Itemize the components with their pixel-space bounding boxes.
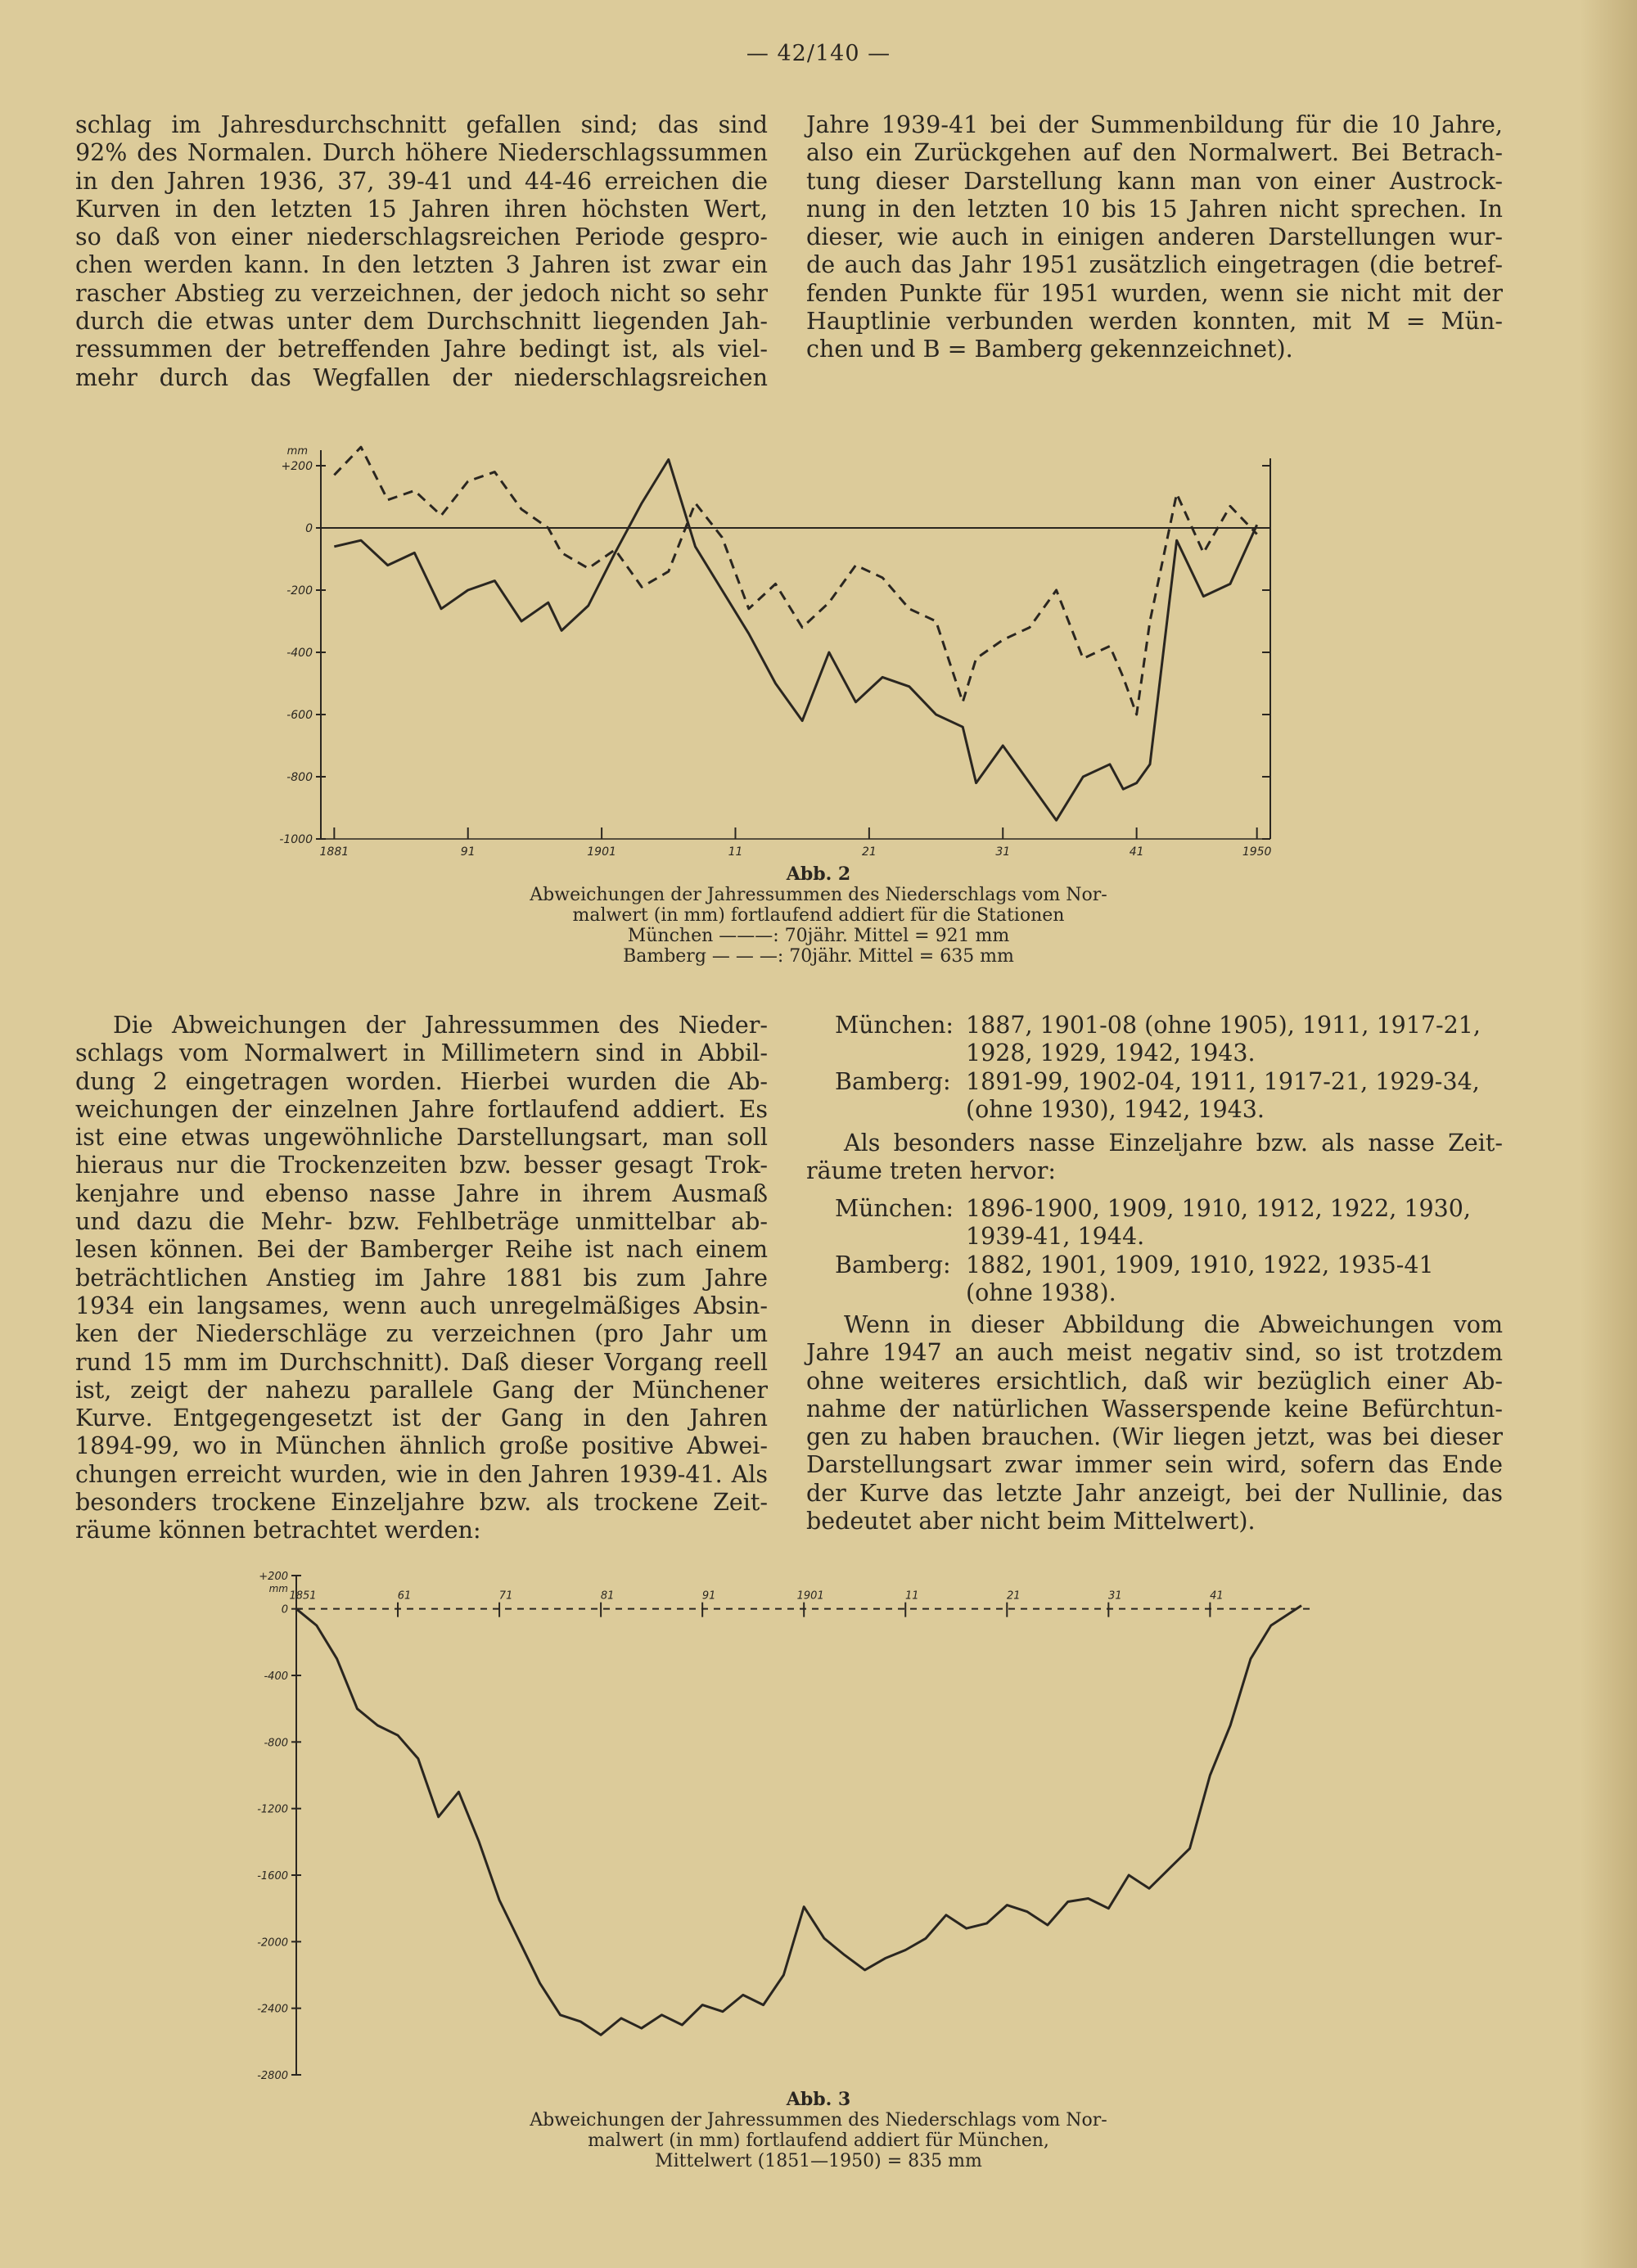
text-line: also ein Zurückgehen auf den Normalwert. Bei Betrach- bbox=[806, 139, 1503, 167]
y-tick-label: -800 bbox=[264, 1737, 288, 1750]
y-tick-label: 0 bbox=[281, 1603, 288, 1616]
y-tick-label: -1600 bbox=[257, 1870, 288, 1882]
text-line: Die Abweichungen der Jahressummen des Nieder- bbox=[113, 1012, 768, 1039]
text-line: nung in den letzten 10 bis 15 Jahren nicht sprechen. In bbox=[806, 195, 1503, 223]
figure-2-caption-line: malwert (in mm) fortlaufend addiert für die Stationen bbox=[572, 905, 1065, 926]
figure-2-caption-line: München ———: 70jähr. Mittel = 921 mm bbox=[627, 926, 1010, 946]
y-tick-label: -600 bbox=[286, 709, 313, 722]
text-line: besonders trockene Einzeljahre bzw. als trockene Zeit- bbox=[75, 1489, 768, 1517]
text-line: Jahre 1939-41 bei der Summenbildung für die 10 Jahre, bbox=[806, 111, 1503, 138]
text-line: Als besonders nasse Einzeljahre bzw. als nasse Zeit- bbox=[844, 1129, 1503, 1157]
y-tick-label: -2400 bbox=[257, 2003, 288, 2016]
column-right-top bbox=[806, 111, 1503, 364]
dry-bamberg-entry bbox=[835, 1068, 1503, 1125]
y-tick-label: -2000 bbox=[257, 1937, 288, 1950]
text-line: lesen können. Bei der Bamberger Reihe ist nach einem bbox=[75, 1236, 768, 1264]
column-right-middle bbox=[835, 1012, 1503, 1124]
figure-2-caption-line: Abweichungen der Jahressummen des Niederschlags vom Nor- bbox=[530, 885, 1107, 905]
text-line: chen und B = Bamberg gekennzeichnet). bbox=[806, 336, 1293, 363]
text-line: schlags vom Normalwert in Millimetern sind in Abbil- bbox=[75, 1039, 768, 1067]
text-line: rund 15 mm im Durchschnitt). Daß dieser Vorgang reell bbox=[75, 1348, 768, 1376]
dry-bamberg-years bbox=[966, 1068, 1503, 1125]
text-line: so daß von einer niederschlagsreichen Periode gespro- bbox=[75, 223, 768, 251]
x-tick-label: 31 bbox=[995, 845, 1011, 859]
text-line: ken der Niederschläge zu verzeichnen (pro Jahr um bbox=[75, 1320, 768, 1348]
text-line: chungen erreicht wurden, wie in den Jahren 1939-41. Als bbox=[75, 1460, 768, 1488]
text-line: der Kurve das letzte Jahr anzeigt, bei der Nullinie, das bbox=[806, 1479, 1503, 1507]
text-line: nahme der natürlichen Wasserspende keine Befürchtun- bbox=[806, 1395, 1503, 1423]
dry-muenchen-line: 1887, 1901-08 (ohne 1905), 1911, 1917-21, bbox=[966, 1012, 1481, 1039]
wet-bamberg-line: (ohne 1938). bbox=[966, 1278, 1116, 1306]
wet-muenchen-label: München: bbox=[835, 1195, 954, 1222]
text-line: mehr durch das Wegfallen der niederschlagsreichen bbox=[75, 363, 768, 391]
text-line: dung 2 eingetragen worden. Hierbei wurden die Ab- bbox=[75, 1067, 768, 1095]
figure-3-caption-title: Abb. 3 bbox=[786, 2089, 851, 2110]
dry-muenchen-label: München: bbox=[835, 1012, 954, 1039]
y-unit-label: mm bbox=[268, 1583, 288, 1594]
wet-intro bbox=[806, 1129, 1503, 1186]
y-tick-label: +200 bbox=[259, 1571, 288, 1583]
text-line: Jahre 1947 an auch meist negativ sind, so ist trotzdem bbox=[806, 1339, 1503, 1367]
page-edge-shadow bbox=[1580, 0, 1637, 2268]
wet-muenchen-line: 1896-1900, 1909, 1910, 1912, 1922, 1930, bbox=[966, 1195, 1471, 1222]
text-line: schlag im Jahresdurchschnitt gefallen sind; das sind bbox=[75, 111, 768, 138]
dry-bamberg-label: Bamberg: bbox=[835, 1067, 951, 1095]
dry-muenchen-entry bbox=[835, 1012, 1503, 1068]
text-line: in den Jahren 1936, 37, 39-41 und 44-46 erreichen die bbox=[75, 167, 768, 195]
series-line-bamberg bbox=[334, 447, 1256, 715]
y-tick-label: -1000 bbox=[279, 833, 313, 846]
figure-3-chart bbox=[246, 1559, 1334, 2091]
text-line: 92% des Normalen. Durch höhere Niederschlagssummen bbox=[75, 139, 768, 167]
x-tick-label: 31 bbox=[1108, 1589, 1122, 1603]
text-line: und dazu die Mehr- bzw. Fehlbeträge unmittelbar ab- bbox=[75, 1208, 768, 1236]
y-tick-label: 0 bbox=[305, 522, 313, 535]
text-line: beträchtlichen Anstieg im Jahre 1881 bis zum Jahre bbox=[75, 1264, 768, 1292]
text-line: Kurven in den letzten 15 Jahren ihren höchsten Wert, bbox=[75, 195, 768, 223]
text-line: ist eine etwas ungewöhnliche Darstellungsart, man soll bbox=[75, 1124, 768, 1152]
text-line: hieraus nur die Trockenzeiten bzw. besser gesagt Trok- bbox=[75, 1152, 768, 1179]
dry-muenchen-line: 1928, 1929, 1942, 1943. bbox=[966, 1039, 1256, 1067]
wet-bamberg-years bbox=[966, 1251, 1503, 1308]
text-line: Darstellungsart zwar immer sein wird, sofern das Ende bbox=[806, 1451, 1503, 1479]
y-tick-label: -1200 bbox=[257, 1803, 288, 1816]
wet-bamberg-entry bbox=[835, 1251, 1503, 1308]
x-tick-label: 11 bbox=[904, 1589, 919, 1603]
figure-2-caption-title: Abb. 2 bbox=[786, 863, 851, 885]
text-line: fenden Punkte für 1951 wurden, wenn sie nicht mit der bbox=[806, 279, 1503, 307]
x-tick-label: 41 bbox=[1210, 1589, 1224, 1603]
figure-2-caption-line: Bamberg — — —: 70jähr. Mittel = 635 mm bbox=[623, 946, 1014, 967]
text-line: 1894-99, wo in München ähnlich große positive Abwei- bbox=[75, 1432, 768, 1460]
text-line: räume können betrachtet werden: bbox=[75, 1517, 481, 1544]
x-tick-label: 1901 bbox=[587, 845, 616, 859]
figure-3-caption-line: Abweichungen der Jahressummen des Niederschlags vom Nor- bbox=[530, 2110, 1107, 2130]
y-unit-label: mm bbox=[286, 445, 308, 458]
text-line: ohne weiteres ersichtlich, daß wir bezüglich einer Ab- bbox=[806, 1367, 1503, 1395]
text-line: Wenn in dieser Abbildung die Abweichungen vom bbox=[844, 1311, 1503, 1338]
y-tick-label: -400 bbox=[264, 1671, 288, 1683]
text-line: chen werden kann. In den letzten 3 Jahren ist zwar ein bbox=[75, 251, 768, 279]
text-line: ist, zeigt der nahezu parallele Gang der Münchener bbox=[75, 1376, 768, 1404]
figure-3-caption bbox=[0, 2090, 1637, 2171]
x-tick-label: 71 bbox=[498, 1589, 513, 1603]
y-tick-label: -800 bbox=[286, 771, 313, 784]
x-tick-label: 1901 bbox=[796, 1589, 824, 1603]
column-right-bottom bbox=[806, 1311, 1503, 1535]
x-tick-label: 1950 bbox=[1242, 845, 1272, 859]
figure-2-caption bbox=[0, 864, 1637, 967]
text-line: kenjahre und ebenso nasse Jahre in ihrem Ausmaß bbox=[75, 1179, 768, 1207]
text-line: räume treten hervor: bbox=[806, 1157, 1056, 1185]
text-line: durch die etwas unter dem Durchschnitt liegenden Jah- bbox=[75, 308, 768, 336]
wet-muenchen-entry bbox=[835, 1195, 1503, 1251]
x-tick-label: 91 bbox=[460, 845, 476, 859]
wet-muenchen-years bbox=[966, 1195, 1503, 1251]
text-line: bedeutet aber nicht beim Mittelwert). bbox=[806, 1508, 1256, 1535]
x-tick-label: 21 bbox=[1007, 1589, 1021, 1603]
text-line: dieser, wie auch in einigen anderen Darstellungen wur- bbox=[806, 223, 1503, 251]
series-line-münchen bbox=[334, 459, 1256, 820]
text-line: tung dieser Darstellung kann man von einer Austrock- bbox=[806, 167, 1503, 195]
text-line: gen zu haben brauchen. (Wir liegen jetzt, was bei dieser bbox=[806, 1423, 1503, 1451]
x-tick-label: 21 bbox=[861, 845, 877, 859]
column-left-middle bbox=[75, 1012, 768, 1545]
series-line-muenchen bbox=[296, 1606, 1301, 2036]
figure-2-chart bbox=[278, 413, 1293, 859]
y-tick-label: -2800 bbox=[257, 2070, 288, 2082]
page-number: — 42/140 — bbox=[746, 41, 891, 66]
column-left-top bbox=[75, 111, 768, 392]
x-tick-label: 1851 bbox=[289, 1589, 317, 1603]
wet-bamberg-label: Bamberg: bbox=[835, 1251, 951, 1278]
x-tick-label: 11 bbox=[728, 845, 743, 859]
text-line: ressummen der betreffenden Jahre bedingt ist, als viel- bbox=[75, 336, 768, 363]
figure-3-caption-line: malwert (in mm) fortlaufend addiert für München, bbox=[588, 2130, 1049, 2151]
y-tick-label: +200 bbox=[281, 460, 313, 473]
x-tick-label: 1881 bbox=[319, 845, 349, 859]
wet-years bbox=[835, 1195, 1503, 1307]
x-tick-label: 81 bbox=[600, 1589, 615, 1603]
wet-bamberg-line: 1882, 1901, 1909, 1910, 1922, 1935-41 bbox=[966, 1251, 1434, 1278]
dry-bamberg-line: (ohne 1930), 1942, 1943. bbox=[966, 1095, 1265, 1123]
x-tick-label: 61 bbox=[397, 1589, 412, 1603]
text-line: 1934 ein langsames, wenn auch unregelmäßiges Absin- bbox=[75, 1292, 768, 1319]
x-tick-label: 41 bbox=[1129, 845, 1144, 859]
text-line: Kurve. Entgegengesetzt ist der Gang in den Jahren bbox=[75, 1405, 768, 1432]
y-tick-label: -400 bbox=[286, 647, 313, 660]
text-line: weichungen der einzelnen Jahre fortlaufend addiert. Es bbox=[75, 1095, 768, 1123]
x-tick-label: 91 bbox=[701, 1589, 716, 1603]
text-line: de auch das Jahr 1951 zusätzlich eingetragen (die betref- bbox=[806, 251, 1503, 279]
text-line: Hauptlinie verbunden werden konnten, mit M = Mün- bbox=[806, 308, 1503, 336]
dry-muenchen-years bbox=[966, 1012, 1503, 1068]
dry-bamberg-line: 1891-99, 1902-04, 1911, 1917-21, 1929-34, bbox=[966, 1067, 1480, 1095]
y-tick-label: -200 bbox=[286, 584, 313, 597]
figure-3-caption-line: Mittelwert (1851—1950) = 835 mm bbox=[655, 2151, 982, 2171]
wet-muenchen-line: 1939-41, 1944. bbox=[966, 1223, 1145, 1251]
text-line: rascher Abstieg zu verzeichnen, der jedoch nicht so sehr bbox=[75, 279, 768, 307]
